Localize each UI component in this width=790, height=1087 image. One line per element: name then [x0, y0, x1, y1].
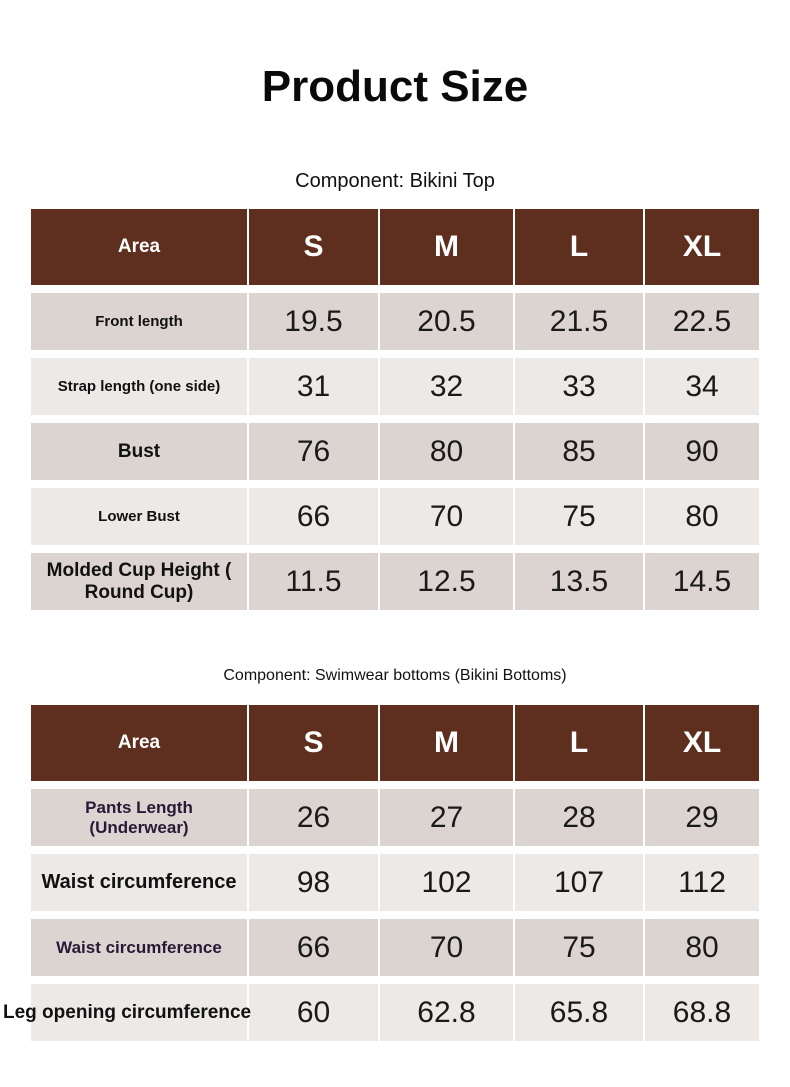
- value-cell: 12.5: [379, 553, 514, 610]
- table-row: [31, 854, 759, 911]
- value-cell: 28: [514, 789, 644, 846]
- size-header-l: L: [514, 209, 644, 285]
- size-header-m: M: [379, 209, 514, 285]
- value-cell: 11.5: [248, 553, 379, 610]
- value-cell: 75: [514, 488, 644, 545]
- value-cell: 65.8: [514, 984, 644, 1041]
- size-header-s: S: [248, 209, 379, 285]
- value-cell: 112: [644, 854, 759, 911]
- area-label: Waist circumference: [31, 854, 248, 911]
- table-row: [31, 488, 759, 545]
- value-cell: 33: [514, 358, 644, 415]
- value-cell: 29: [644, 789, 759, 846]
- area-label: Strap length (one side): [31, 358, 248, 415]
- value-cell: 70: [379, 488, 514, 545]
- value-cell: 90: [644, 423, 759, 480]
- area-label: Pants Length (Underwear): [31, 789, 248, 846]
- value-cell: 98: [248, 854, 379, 911]
- value-cell: 80: [644, 919, 759, 976]
- table-row: [31, 423, 759, 480]
- value-cell: 66: [248, 488, 379, 545]
- value-cell: 14.5: [644, 553, 759, 610]
- bikini-bottoms-size-table: [3, 705, 759, 1041]
- value-cell: 76: [248, 423, 379, 480]
- bikini-bottoms-caption: Component: Swimwear bottoms (Bikini Bottoms): [223, 667, 567, 684]
- table-row: [31, 358, 759, 415]
- value-cell: 21.5: [514, 293, 644, 350]
- value-cell: 22.5: [644, 293, 759, 350]
- size-header-m: M: [379, 705, 514, 781]
- table-row: [31, 293, 759, 350]
- area-header: Area: [31, 209, 248, 285]
- table-header-row: [31, 209, 759, 285]
- value-cell: 62.8: [379, 984, 514, 1041]
- value-cell: 75: [514, 919, 644, 976]
- value-cell: 80: [644, 488, 759, 545]
- value-cell: 70: [379, 919, 514, 976]
- page-title: Product Size: [261, 62, 529, 111]
- table-row: [31, 553, 759, 610]
- value-cell: 31: [248, 358, 379, 415]
- area-label-cell: [3, 984, 252, 1041]
- value-cell: 66: [248, 919, 379, 976]
- value-cell: 80: [379, 423, 514, 480]
- area-label: Waist circumference: [31, 919, 248, 976]
- value-cell: 102: [379, 854, 514, 911]
- value-cell: 27: [379, 789, 514, 846]
- area-label: Lower Bust: [31, 488, 248, 545]
- value-cell: 34: [644, 358, 759, 415]
- value-cell: 85: [514, 423, 644, 480]
- table-row: [31, 789, 759, 846]
- value-cell: 13.5: [514, 553, 644, 610]
- value-cell: 60: [248, 984, 379, 1041]
- table-row: [31, 984, 759, 1041]
- area-header: Area: [31, 705, 248, 781]
- size-header-l: L: [514, 705, 644, 781]
- bikini-top-caption: Component: Bikini Top: [295, 170, 495, 192]
- size-header-s: S: [248, 705, 379, 781]
- table-row: [31, 919, 759, 976]
- value-cell: 32: [379, 358, 514, 415]
- value-cell: 107: [514, 854, 644, 911]
- size-header-xl: XL: [644, 209, 759, 285]
- area-label: Bust: [31, 423, 248, 480]
- value-cell: 20.5: [379, 293, 514, 350]
- size-header-xl: XL: [644, 705, 759, 781]
- area-label: Molded Cup Height ( Round Cup): [31, 553, 248, 610]
- table-header-row: [31, 705, 759, 781]
- bikini-top-size-table: [31, 209, 759, 610]
- value-cell: 26: [248, 789, 379, 846]
- area-label: Front length: [31, 293, 248, 350]
- area-label: Leg opening circumference: [3, 1001, 252, 1023]
- value-cell: 68.8: [644, 984, 759, 1041]
- value-cell: 19.5: [248, 293, 379, 350]
